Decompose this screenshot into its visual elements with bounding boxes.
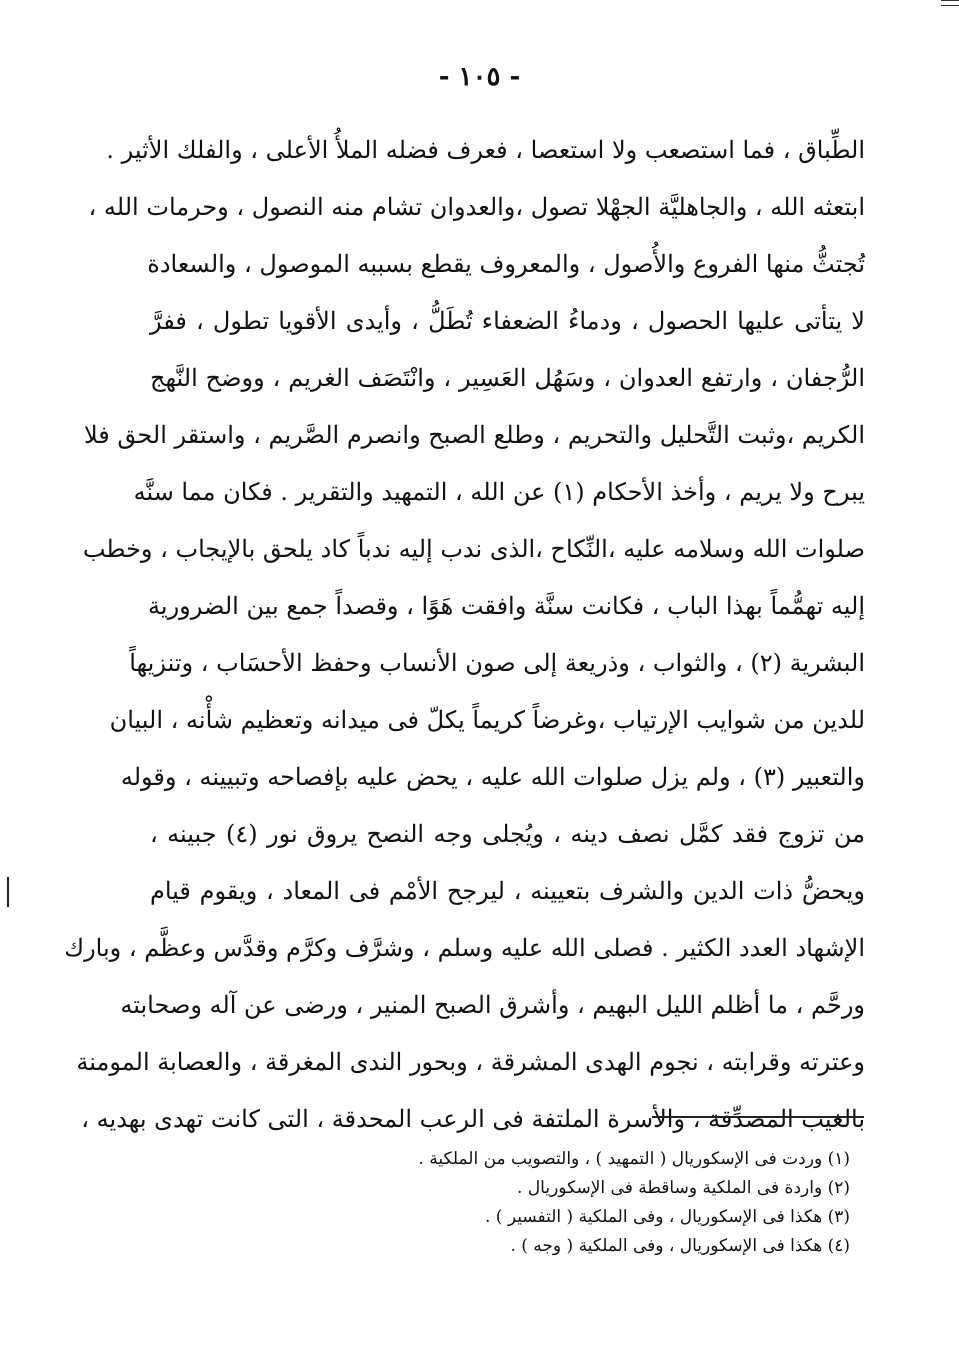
- body-line: صلوات الله وسلامه عليه ،النِّكاح ،الذى ندب إليه ندباً كاد يلحق بالإيجاب ، وخطب: [82, 535, 865, 563]
- body-line: الكريم ،وثبت التَّحليل والتحريم ، وطلع الصبح وانصرم الصَّريم ، واستقر الحق فلا: [83, 421, 865, 449]
- body-line: ويحضُّ ذات الدين والشرف بتعيينه ، ليرجح الأمْم فى المعاد ، ويقوم قيام: [150, 877, 865, 905]
- body-line: والتعبير (٣) ، ولم يزل صلوات الله عليه ، يحض عليه بإفصاحه وتبيينه ، وقوله: [120, 763, 865, 791]
- body-line: للدين من شوايب الإرتياب ،وغرضاً كريماً يكلّ فى ميدانه وتعظيم شأْنه ، البيان: [109, 706, 865, 734]
- margin-mark: [7, 877, 9, 907]
- body-line: وعترته وقرابته ، نجوم الهدى المشرقة ، وبحور الندى المغرقة ، والعصابة المومنة: [76, 1048, 865, 1076]
- body-line: من تزوج فقد كمَّل نصف دينه ، ويُجلى وجه النصح يروق نور (٤) جبينه ،: [150, 820, 865, 848]
- body-line: الإشهاد العدد الكثير . فصلى الله عليه وسلم ، وشرَّف وكرَّم وقدَّس وعظَّم ، وبارك: [64, 934, 865, 962]
- footnote: (٢) واردة فى الملكية وساقطة فى الإسكوريال .: [517, 1178, 850, 1198]
- footnote: (٣) هكذا فى الإسكوريال ، وفى الملكية ( التفسير ) .: [484, 1207, 850, 1227]
- body-line: يبرح ولا يريم ، وأخذ الأحكام (١) عن الله ، التمهيد والتقرير . فكان مما سنَّه: [133, 478, 865, 506]
- footnote: (٤) هكذا فى الإسكوريال ، وفى الملكية ( وجه ) .: [510, 1236, 850, 1256]
- body-line: ورحَّم ، ما أظلم الليل البهيم ، وأشرق الصبح المنير ، ورضى عن آله وصحابته: [120, 991, 865, 1019]
- body-line: البشرية (٢) ، والثواب ، وذريعة إلى صون الأنساب وحفظ الأحسَاب ، وتنزيهاً: [129, 649, 865, 677]
- footnotes: [330, 1145, 850, 1261]
- corner-mark: [941, 0, 959, 6]
- body-text: [64, 132, 865, 1158]
- body-line: إليه تهمُّماً بهذا الباب ، فكانت سنَّة وافقت هَوًا ، وقصداً جمع بين الضرورية: [148, 592, 865, 620]
- footnote: (١) وردت فى الإسكوريال ( التمهيد ) ، والتصويب من الملكية .: [418, 1149, 850, 1169]
- body-line: ابتعثه الله ، والجاهليَّة الجهْلا تصول ،والعدوان تشام منه النصول ، وحرمات الله ،: [88, 193, 865, 221]
- body-line: بالغيب المصدِّقة ، والأسرة الملتفة فى الرعب المحدقة ، التى كانت تهدى بهديه ،: [81, 1105, 865, 1133]
- body-line: تُجتثُّ منها الفروع والأُصول ، والمعروف يقطع بسببه الموصول ، والسعادة: [147, 250, 865, 278]
- body-line: الرُّجفان ، وارتفع العدوان ، وسَهُل العَسِير ، وانْتَصَف الغريم ، ووضح النَّهج: [150, 364, 865, 392]
- body-line: الطِّباق ، فما استصعب ولا استعصا ، فعرف فضله الملأُ الأعلى ، والفلك الأثير .: [106, 136, 865, 164]
- footnote-separator: [652, 1116, 864, 1118]
- body-line: لا يتأتى عليها الحصول ، ودماءُ الضعفاء تُطَلُّ ، وأيدى الأقويا تطول ، ففرَّ: [150, 307, 865, 335]
- page-number: - ١٠٥ -: [438, 62, 521, 92]
